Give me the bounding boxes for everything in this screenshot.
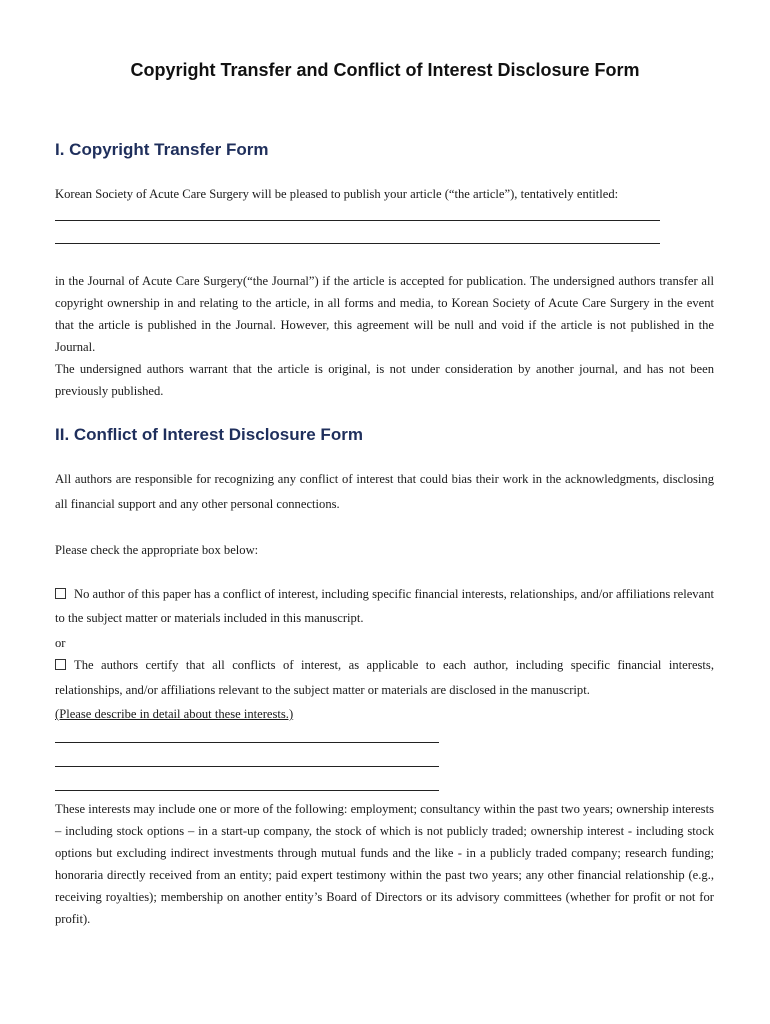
document-title: Copyright Transfer and Conflict of Interest Disclosure Form [130, 60, 640, 80]
copyright-warranty-paragraph: The undersigned authors warrant that the article is original, is not under consideration by another journal, and has not been previously published. [55, 362, 714, 398]
describe-interests-prompt: (Please describe in detail about these interests.) [55, 707, 294, 721]
coi-instruction-text: Please check the appropriate box below: [55, 543, 259, 557]
interest-description-line-3[interactable] [55, 790, 439, 791]
coi-option-no-conflict[interactable] [55, 582, 714, 630]
copyright-body-paragraph: in the Journal of Acute Care Surgery(“the Journal”) if the article is accepted for publication. The undersigned authors transfer all copyright ownership in and relating to the article, in all forms and media, to Korean Society of Acute Care Surgery in the event that the article is published in the Journal. However, this agreement will be null and void if the article is not published in the Journal. [55, 274, 714, 354]
interest-description-line-1[interactable] [55, 742, 439, 743]
interest-description-line-2[interactable] [55, 766, 439, 767]
or-label: or [55, 636, 66, 650]
coi-section-heading: II. Conflict of Interest Disclosure Form [55, 425, 363, 444]
article-title-line-1[interactable] [55, 220, 660, 221]
article-title-line-2[interactable] [55, 243, 660, 244]
coi-intro-paragraph: All authors are responsible for recognizing any conflict of interest that could bias their work in the acknowledgments, disclosing all financial support and any other personal connections. [55, 472, 714, 511]
disclosed-checkbox[interactable] [55, 659, 66, 670]
no-conflict-checkbox[interactable] [55, 588, 66, 599]
copyright-intro-text: Korean Society of Acute Care Surgery will be pleased to publish your article (“the article”), tentatively entitled: [55, 187, 619, 201]
coi-option-disclosed[interactable] [55, 653, 714, 703]
disclosed-label: The authors certify that all conflicts of interest, as applicable to each author, including specific financial interests, relationships, and/or affiliations relevant to the subject matter or materials are disclosed in the manuscript. [55, 658, 714, 697]
interests-note-paragraph: These interests may include one or more of the following: employment; consultancy within the past two years; ownership interests – including stock options – in a start-up company, the stock of which is not publicly traded; ownership interest - including stock options but excluding indirect investments through mutual funds and the like - in a publicly traded company; research funding; honoraria directly received from an entity; paid expert testimony within the past two years; any other financial relationship (e.g., receiving royalties); membership on another entity’s Board of Directors or its advisory committees (whether for profit or not for profit). [55, 802, 714, 926]
copyright-section-heading: I. Copyright Transfer Form [55, 140, 269, 159]
no-conflict-label: No author of this paper has a conflict of interest, including specific financial interests, relationships, and/or affiliations relevant to the subject matter or materials included in this manuscript. [55, 587, 714, 625]
